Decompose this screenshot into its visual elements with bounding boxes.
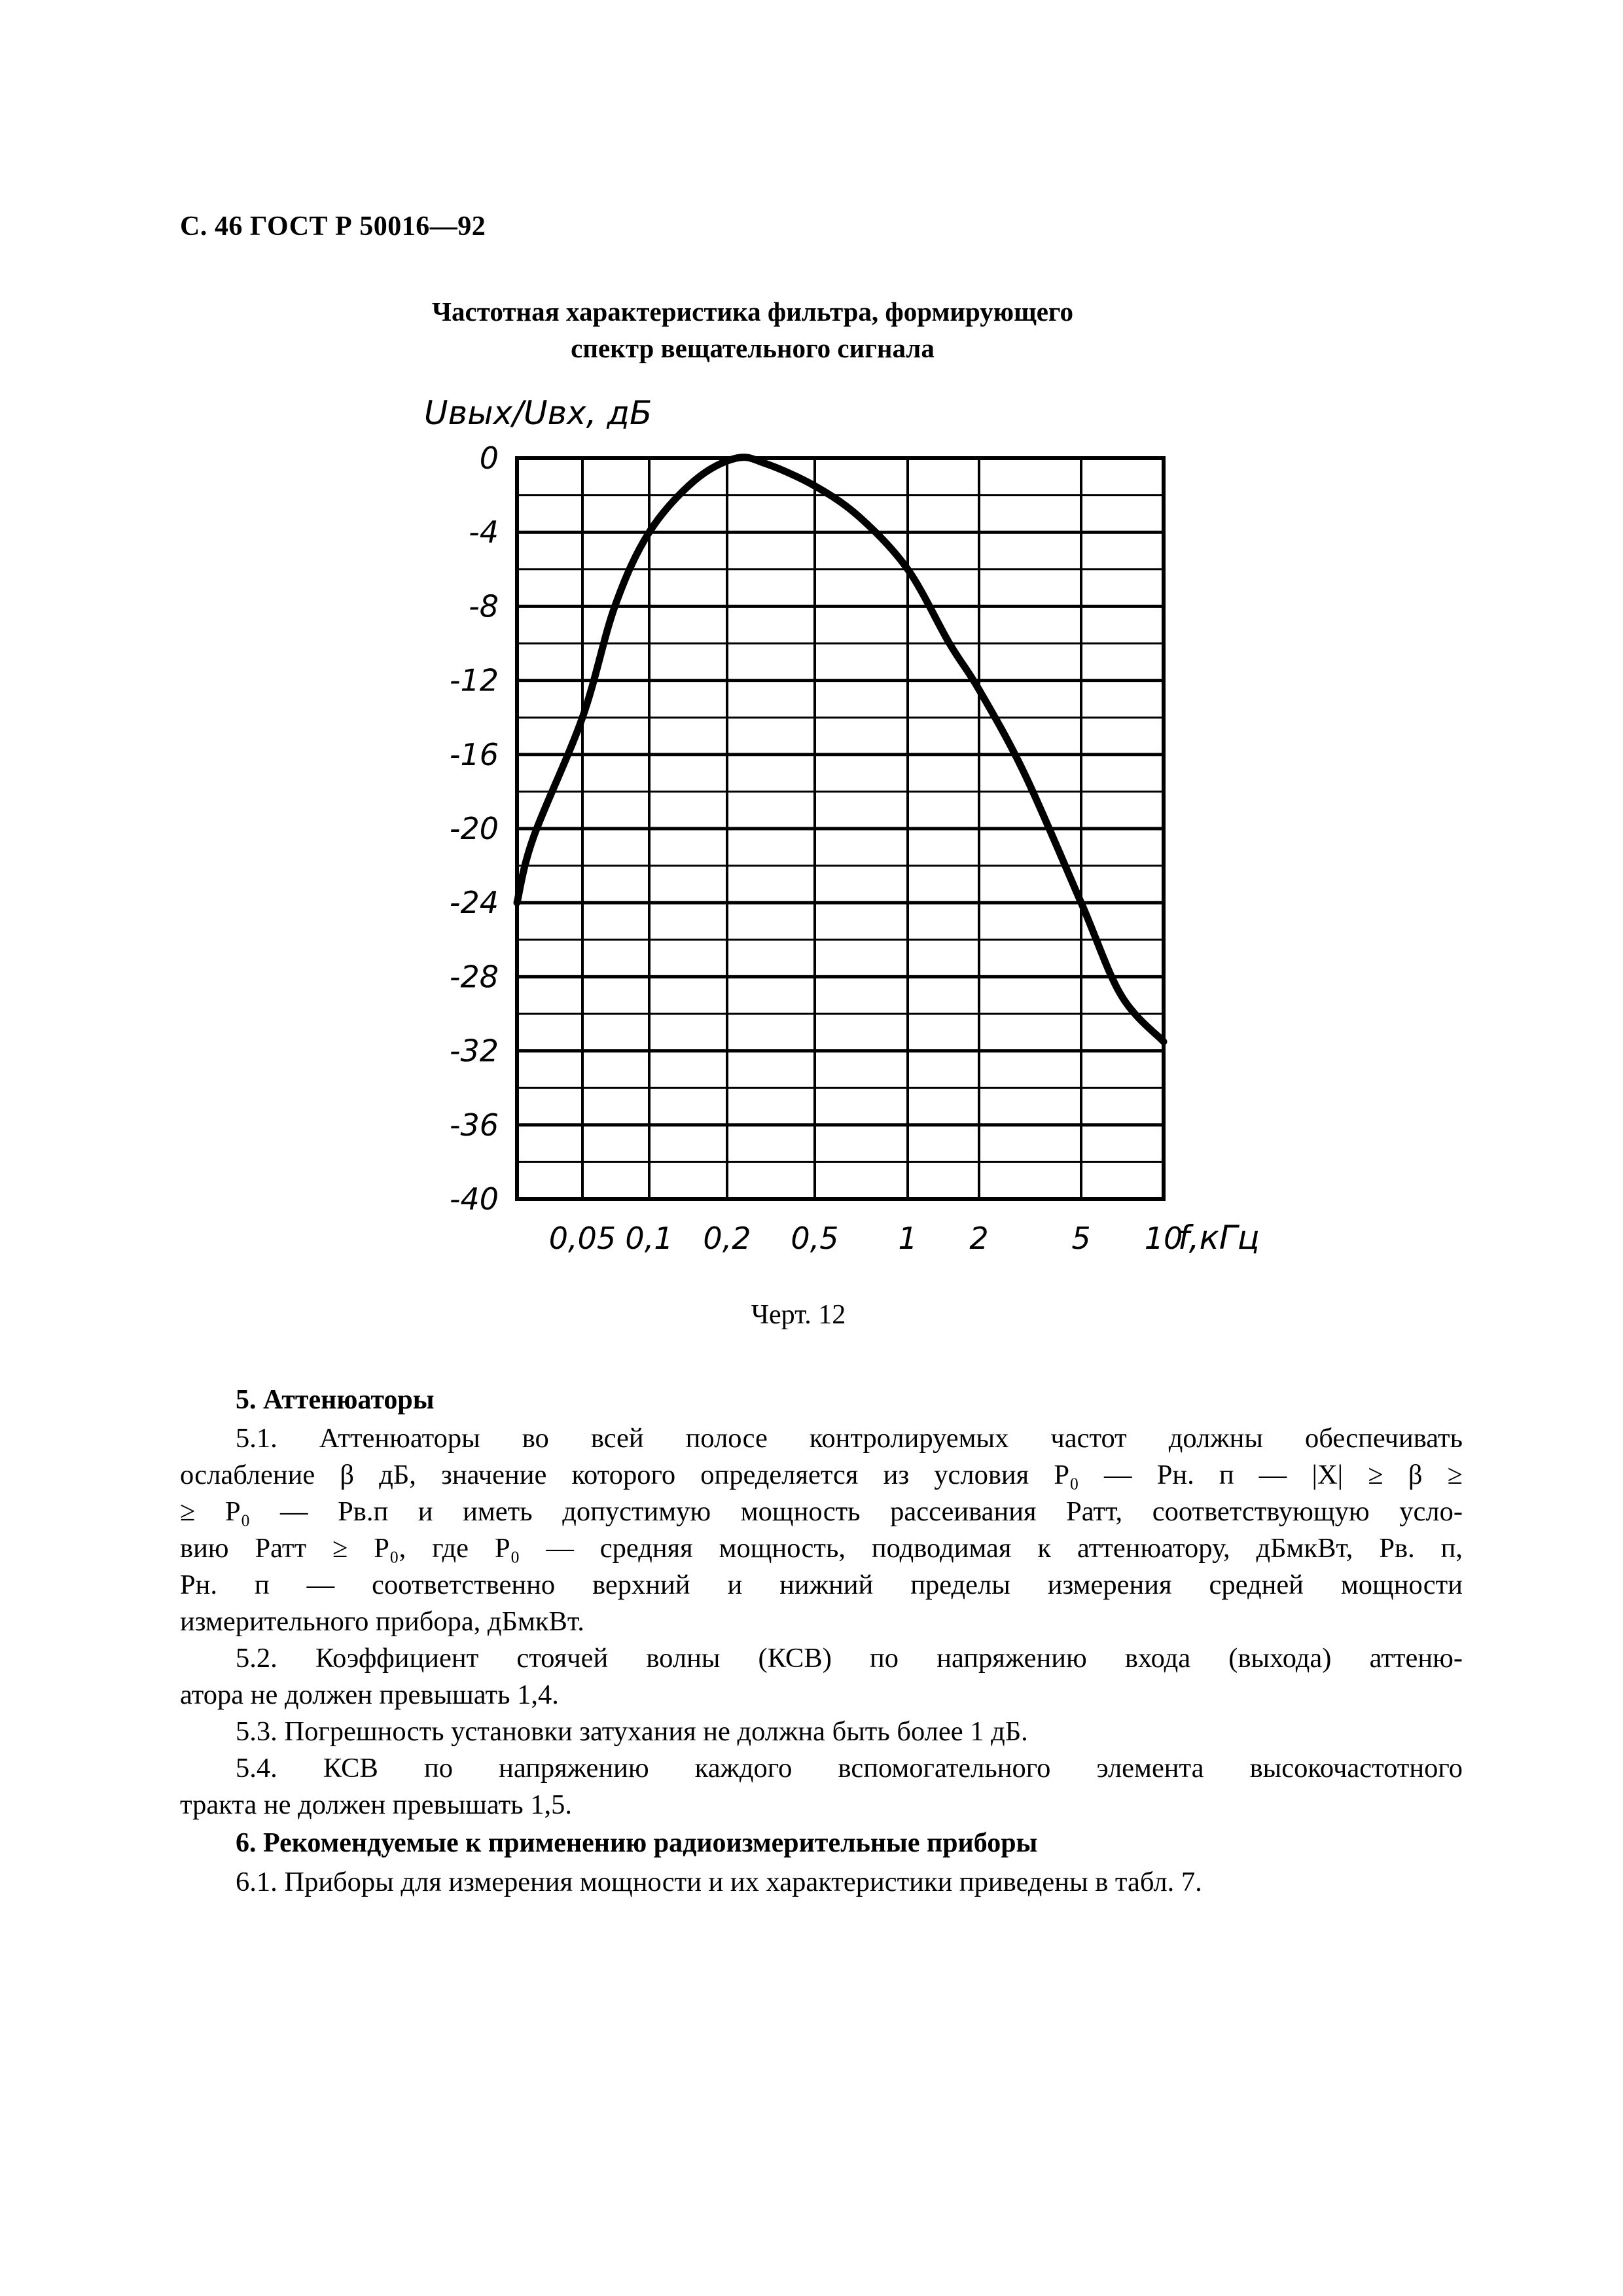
y-tick-label: -40 [449,1181,499,1217]
y-tick-label: -20 [449,811,499,846]
y-axis-label: Uвых/Uвх, дБ [424,394,652,432]
series-line-response [517,457,1164,1042]
y-tick-label: -32 [449,1033,499,1069]
section-5-title: 5. Аттенюаторы [236,1385,435,1415]
p-6-1: 6.1. Приборы для измерения мощности и их характеристики приведены в табл. 7. [236,1867,1202,1897]
y-tick-label: 0 [479,440,499,476]
x-tick-label: 1 [898,1221,918,1256]
x-tick-label: 0,2 [703,1221,751,1256]
p-5-1-line: Pн. п — соответственно верхний и нижний пределы измерения средней мощности [180,1570,1463,1600]
chart-grid [517,458,1164,1199]
x-tick-label: 5 [1071,1221,1091,1256]
p-5-1-line: измерительного прибора, дБмкВт. [180,1606,584,1637]
p-5-4-line: 5.4. КСВ по напряжению каждого вспомогательного элемента высокочастотного [236,1753,1463,1784]
p-5-3: 5.3. Погрешность установки затухания не должна быть более 1 дБ. [236,1716,1028,1747]
chart-series [517,457,1164,1042]
p-5-2-line: атора не должен превышать 1,4. [180,1679,559,1710]
chart-labels [424,394,1260,1257]
paragraph-5-1 [180,1420,1463,1823]
figure-caption: Черт. 12 [751,1300,846,1330]
y-tick-label: -16 [449,736,499,772]
x-tick-label: 2 [969,1221,989,1256]
x-tick-label: 0,05 [548,1221,616,1256]
p-5-2-line: 5.2. Коэффициент стоячей волны (КСВ) по напряжению входа (выхода) аттеню- [236,1643,1463,1674]
figure-title-line1: Частотная характеристика фильтра, формирующего [431,296,1074,327]
figure-title-line2: спектр вещательного сигнала [571,333,935,363]
p-5-1-line: ≥ P₀ — Pв.п и иметь допустимую мощность рассеивания Pатт, соответствующую усло- [180,1496,1463,1527]
p-5-1-line: ослабление β дБ, значение которого определяется из условия P₀ — Pн. п — |X| ≥ β ≥ [180,1460,1463,1490]
paragraph-6-1 [180,1864,1463,1901]
y-tick-label: -24 [449,885,499,921]
x-axis-label: f,кГц [1178,1219,1260,1257]
x-tick-label: 10 [1144,1221,1183,1256]
y-tick-label: -36 [449,1107,499,1143]
page-header: С. 46 ГОСТ Р 50016—92 [180,211,486,242]
y-tick-label: -4 [469,514,499,550]
p-5-4-line: тракта не должен превышать 1,5. [180,1789,572,1820]
x-tick-label: 0,5 [791,1221,839,1256]
p-5-1-line: вию Pатт ≥ P₀, где P₀ — средняя мощность, подводимая к аттенюатору, дБмкВт, Pв. п, [180,1533,1463,1564]
y-tick-label: -12 [449,662,499,698]
x-tick-label: 0,1 [625,1221,673,1256]
p-5-1-line: 5.1. Аттенюаторы во всей полосе контролируемых частот должны обеспечивать [236,1423,1463,1454]
y-tick-label: -28 [449,959,499,995]
section-6-title: 6. Рекомендуемые к применению радиоизмерительные приборы [236,1828,1038,1858]
y-tick-label: -8 [469,588,499,624]
